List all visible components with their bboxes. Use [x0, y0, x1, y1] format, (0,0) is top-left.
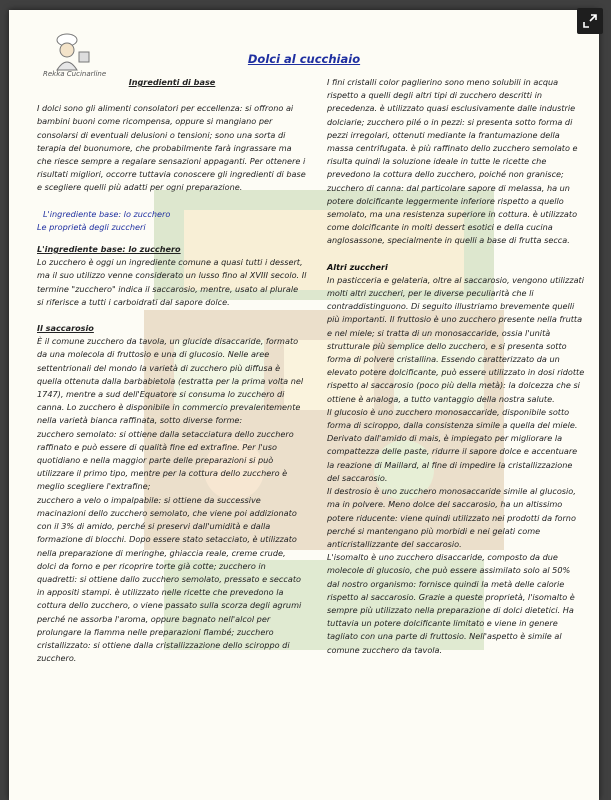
- link-proprieta-zuccheri[interactable]: Le proprietà degli zuccheri: [37, 221, 146, 232]
- page-title: Dolci al cucchiaio: [247, 52, 361, 66]
- paragraph-saccarosio: È il comune zucchero da tavola, un glucide disaccaride, formato da una molecola di fruttosio e una di glucosio. Nelle aree settentrionali del mondo la varietà di zucchero più diffusa è quella ottenuta dalla barbabietola (estratta per la prima volta nel 1747), mentre a sud dell'Equatore si consuma lo zucchero di canna. Lo zucchero è disponibile in commercio prevalentemente nella varietà bianca raffinata, sotto diverse forme:: [37, 336, 304, 426]
- paragraph-altri: In pasticceria e gelateria, oltre al saccarosio, vengono utilizzati molti altri zuccheri, per le diverse peculiarità che li contraddistinguono. Di seguito illustriamo brevemente quelli più importanti. Il fruttosio è uno zucchero presente nella frutta e nel miele; si tratta di un monosaccaride, ossia l'unità strutturale più semplice dello zucchero, e si presenta sotto forma di polvere cristallina. Essendo caratterizzato da un elevato potere dolcificante, può essere utilizzato in dosi ridotte rispetto al saccarosio (poco più della metà): la dolcezza che si ottiene è analoga, a tutto vantaggio della nostra salute.: [327, 274, 585, 404]
- link-ingrediente-base[interactable]: L'ingrediente base: lo zucchero: [43, 208, 171, 219]
- paragraph-velo: zucchero a velo o impalpabile: si ottiene da successive macinazioni dello zucchero semolato, che viene poi addizionato con il 3% di amido, perché si preservi dall'umidità e dalla formazione di blocchi. Dopo essere stato setacciato, è utilizzato nella preparazione di meringhe, ghiaccia reale, creme crude, dolci da forno e per ricoprire torte già cotte; zucchero in quadretti: si ottiene dallo zucchero semolato, pressato e seccato in appositi stampi. è utilizzato nelle ricette che prevedono la cottura dello zucchero, o viene passato sulla scorza degli agrumi perché ne assorba l'aroma, oppure bagnato nell'alcol per prolungare la fiamma nelle preparazioni flambé; zucchero cristallizzato: si ottiene dalla cristallizzazione dello sciroppo di zucchero.: [37, 494, 302, 664]
- paragraph-destrosio: Il destrosio è uno zucchero monosaccaride simile al glucosio, ma in polvere. Meno dolce del saccarosio, ha un altissimo potere riducente: viene quindi utilizzato nei prodotti da forno perché si mantengano più morbidi e nei gelati come anticristallizzante del saccarosio.: [327, 486, 576, 549]
- heading-ingrediente-zucchero: L'ingrediente base: lo zucchero: [37, 244, 181, 255]
- paragraph-glucosio: Il glucosio è uno zucchero monosaccaride, disponibile sotto forma di sciroppo, dalla consistenza simile a quella del miele. Derivato dall'amido di mais, è impiegato per migliorare la compattezza delle paste, ridurre il sapore dolce e accentuare la reazione di Maillard, al fine di impedire la cristallizzazione del saccarosio.: [327, 406, 578, 483]
- logo-caption: Rekka Cucinarline: [43, 70, 107, 78]
- left-column: [37, 76, 307, 665]
- document-page: [9, 10, 599, 800]
- heading-altri-zuccheri: Altri zuccheri: [327, 261, 388, 272]
- heading-ingredienti-base: Ingredienti di base: [128, 77, 216, 87]
- paragraph-semolato: zucchero semolato: si ottiene dalla setacciatura dello zucchero raffinato e può essere di qualità fine ed extrafine. Per l'uso quotidiano e nella maggior parte delle preparazioni si può utilizzare il primo tipo, mentre per la cottura dello zucchero è meglio scegliere l'extrafine;: [37, 428, 294, 492]
- paragraph-isomalto: L'isomalto è uno zucchero disaccaride, composto da due molecole di glucosio, che può essere assimilato solo al 50% dal nostro organismo: fornisce quindi la metà delle calorie rispetto al saccarosio. Grazie a queste proprietà, l'isomalto è sempre più utilizzato nella preparazione di dolci dietetici. Ha tuttavia un potere dolcificante limitato e viene in genere tagliato con una parte di fruttosio. Nell'aspetto è simile al comune zucchero da tavola.: [327, 552, 575, 655]
- paragraph-continuation: I fini cristalli color paglierino sono meno solubili in acqua rispetto a quelli degli altri tipi di zucchero descritti in precedenza. è utilizzato quasi esclusivamente dalle industrie dolciarie; zucchero pilé o in pezzi: si presenta sotto forma di pezzi irregolari, ottenuti mediante la frantumazione della massa centrifugata. è più raffinato dello zucchero semolato e risulta quindi la soluzione ideale in tutte le ricette che prevedono la cottura dello zucchero, poiché non granisce; zucchero di canna: dal particolare sapore di melassa, ha un potere dolcificante leggermente inferiore rispetto a quello semolato, ma una resistenza superiore in cottura. è utilizzato come dolcificante in molti dessert esotici e della cucina anglosassone, specialmente in quelli a base di frutta secca.: [327, 77, 578, 246]
- paragraph-intro: I dolci sono gli alimenti consolatori per eccellenza: si offrono ai bambini buoni come ricompensa, oppure si mangiano per consolarsi di eventuali delusioni o tensioni; sono una sorta di terapia del buonumore, che probabilmente farà ingrassare ma che riesce sempre a regalare sensazioni appaganti. Per ottenere i risultati migliori, occorre tuttavia conoscere gli ingredienti di base e scegliere quelli più adatti per ogni preparazione.: [37, 103, 306, 193]
- right-column: [327, 76, 585, 657]
- expand-icon[interactable]: [577, 8, 603, 34]
- heading-saccarosio: Il saccarosio: [37, 323, 94, 334]
- paragraph-zucchero: Lo zucchero è oggi un ingrediente comune a quasi tutti i dessert, ma il suo utilizzo venne considerato un lusso fino al XVIII secolo. Il termine "zucchero" indica il saccarosio, mentre, usato al plurale si riferisce a tutti i carboidrati dal sapore dolce.: [37, 257, 307, 307]
